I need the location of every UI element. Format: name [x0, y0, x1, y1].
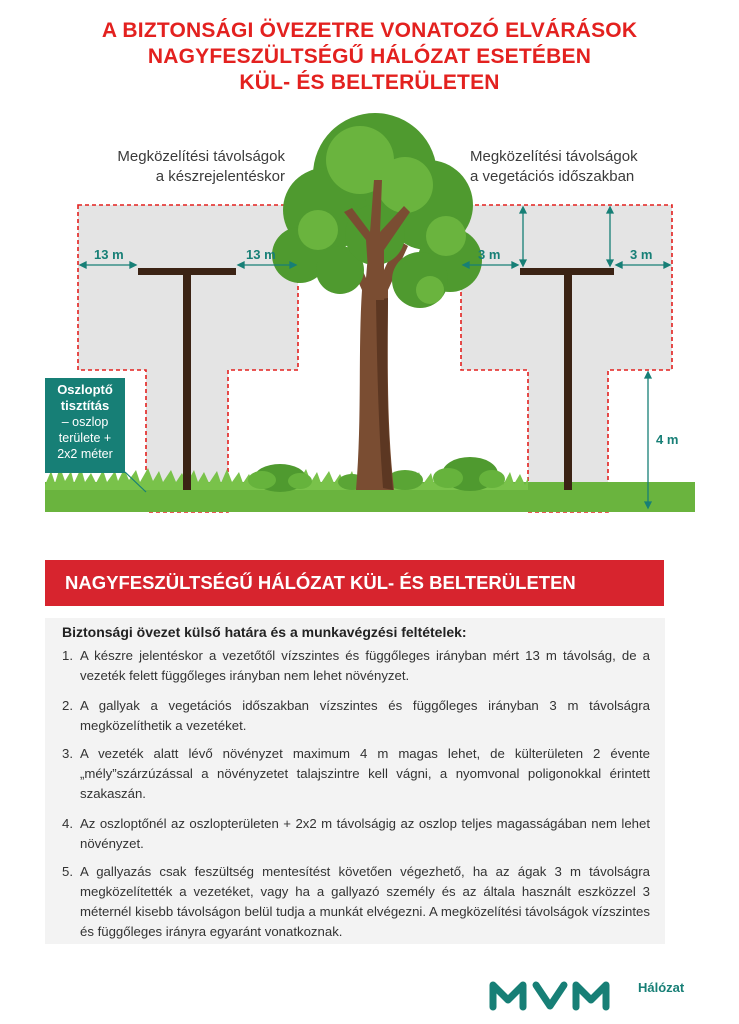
bush-right: [433, 457, 505, 491]
right-pole: [564, 268, 572, 490]
list-item: [62, 646, 650, 686]
label-3m-left: 3 m: [478, 247, 501, 262]
list-item-text: A gallyazás csak feszültség mentesítést követően végezhető, ha az ágak 3 m távolságra megközelítették a vezetéket, vagy ha a gallyazó személy és az általa használt eszközzel 3 méternél kisebb távolságon belül tudja a munkát elvégezni. A megközelítési távolságok vízszintes és függőleges irányra egyaránt vonatkoznak.: [80, 864, 650, 939]
list-item: [62, 814, 650, 854]
left-pole: [183, 268, 191, 490]
title-line-2: NAGYFESZÜLTSÉGŰ HÁLÓZAT ESETÉBEN: [147, 45, 592, 68]
title-line-3: KÜL- ÉS BELTERÜLETEN: [239, 71, 500, 94]
list-item-number: 3.: [62, 746, 73, 761]
section-lead: Biztonsági övezet külső határa és a munkavégzési feltételek:: [62, 624, 467, 640]
list-item: [62, 862, 650, 942]
label-3m-right: 3 m: [630, 247, 653, 262]
section-banner: NAGYFESZÜLTSÉGŰ HÁLÓZAT KÜL- ÉS BELTERÜLETEN: [45, 560, 664, 606]
callout-text-3: 2x2 méter: [57, 447, 113, 461]
list-item-text: A gallyak a vegetációs időszakban vízszintes és függőleges irányban 3 m távolságra megközelíthetik a vezetéket.: [80, 698, 650, 733]
list-item-number: 4.: [62, 816, 73, 831]
label-13m-left: 13 m: [94, 247, 124, 262]
mvm-logo: [488, 978, 628, 1012]
right-caption-line-2: a vegetációs időszakban: [470, 168, 635, 185]
pole-base-clearing-callout: [45, 378, 125, 473]
label-13m-right: 13 m: [246, 247, 276, 262]
section-body: [45, 618, 665, 944]
list-item-text: A vezeték alatt lévő növényzet maximum 4 m magas lehet, de külterületen 2 évente „mély”szárzúzással a növényzetet talajszintre kell vágni, a nyomvonal poligonokkal érintett szakaszán.: [80, 746, 650, 801]
list-item: [62, 744, 650, 804]
left-caption-line-2: a készrejelentéskor: [155, 168, 285, 185]
bush-left: [248, 464, 312, 492]
callout-text-2: területe +: [58, 431, 112, 445]
left-caption-line-1: Megközelítési távolságok: [117, 148, 285, 165]
list-item: [62, 696, 650, 736]
list-item-text: A készre jelentéskor a vezetőtől vízszintes és függőleges irányban mért 13 m távolság, de a vezeték felett függőleges irányban nem lehet növényzet.: [80, 648, 650, 683]
right-caption-line-1: Megközelítési távolságok: [470, 148, 638, 165]
callout-title-1: Oszloptő: [57, 382, 113, 397]
list-item-number: 2.: [62, 698, 73, 713]
callout-title-2: tisztítás: [60, 398, 110, 413]
list-item-number: 1.: [62, 648, 73, 663]
logo-subtitle: Hálózat: [638, 980, 685, 995]
tree: [272, 113, 482, 490]
list-item-number: 5.: [62, 864, 73, 879]
title-line-1: A BIZTONSÁGI ÖVEZETRE VONATOZÓ ELVÁRÁSOK: [101, 19, 638, 42]
list-item-text: Az oszloptőnél az oszlopterületen + 2x2 m távolságig az oszlop teljes magasságában nem lehet növényzet.: [80, 816, 650, 851]
label-4m: 4 m: [656, 432, 679, 447]
callout-text-1: – oszlop: [61, 415, 109, 429]
